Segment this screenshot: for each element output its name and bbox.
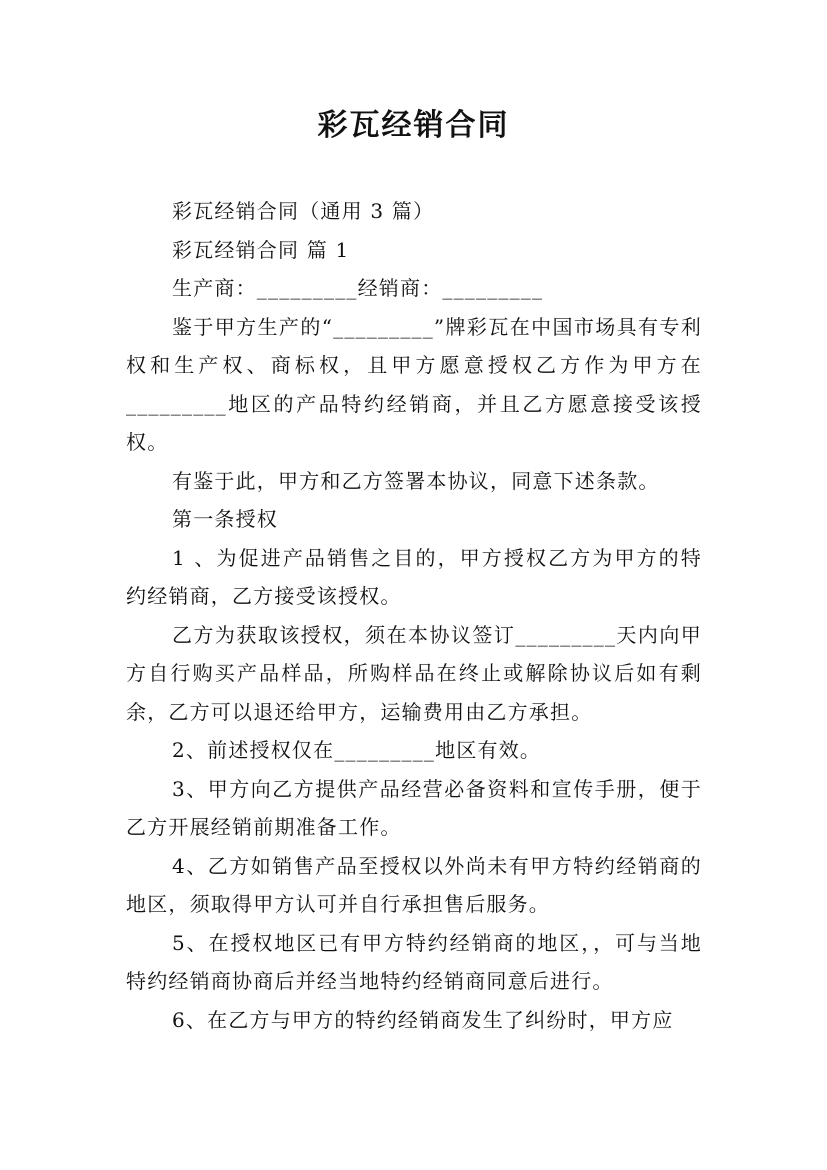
- paragraph-agreement: 有鉴于此，甲方和乙方签署本协议，同意下述条款。: [172, 468, 660, 493]
- paragraph-preamble: 鉴于甲方生产的“_________”牌彩瓦在中国市场具有专利权和生产权、商标权，且甲方愿意授权乙方作为甲方在_________地区的产品特约经销商，并且乙方愿意接受该授权。: [126, 314, 702, 454]
- paragraph-clause-5: 5、在授权地区已有甲方特约经销商的地区，，可与当地特约经销商协商后并经当地特约经销商同意后进行。: [126, 930, 702, 993]
- document-title: 彩瓦经销合同: [317, 108, 510, 143]
- paragraph-clause-1-detail: 乙方为获取该授权，须在本协议签订_________天内向甲方自行购买产品样品，所购样品在终止或解除协议后如有剩余，乙方可以退还给甲方，运输费用由乙方承担。: [126, 622, 702, 724]
- paragraph-parties: 生产商：_________经销商：_________: [172, 276, 544, 300]
- paragraph-clause-4: 4、乙方如销售产品至授权以外尚未有甲方特约经销商的地区，须取得甲方认可并自行承担售后服务。: [126, 853, 702, 916]
- paragraph-clause-3: 3、甲方向乙方提供产品经营必备资料和宣传手册，便于乙方开展经销前期准备工作。: [126, 776, 702, 839]
- paragraph-section-heading: 彩瓦经销合同 篇 1: [172, 237, 350, 262]
- paragraph-clause-1: 1 、为促进产品销售之目的，甲方授权乙方为甲方的特约经销商，乙方接受该授权。: [126, 545, 702, 608]
- paragraph-clause-2: 2、前述授权仅在_________地区有效。: [172, 738, 542, 762]
- paragraph-clause-6: 6、在乙方与甲方的特约经销商发生了纠纷时，甲方应: [172, 1007, 674, 1032]
- document-body: [126, 192, 702, 1039]
- paragraph-subtitle: 彩瓦经销合同（通用 3 篇）: [172, 199, 435, 223]
- paragraph-article-1-heading: 第一条授权: [172, 507, 278, 531]
